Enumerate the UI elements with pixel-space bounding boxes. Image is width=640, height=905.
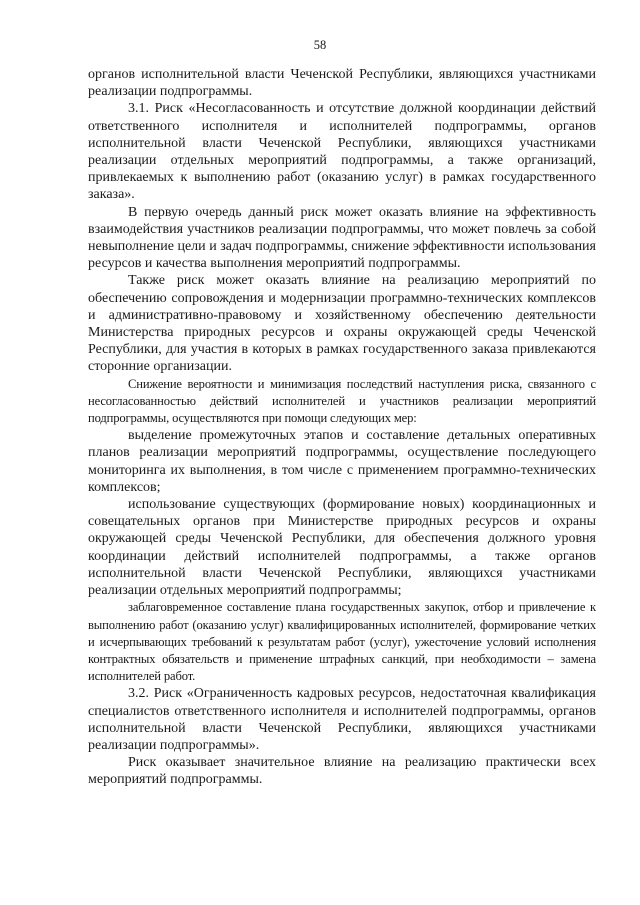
list-item-measure-1: выделение промежуточных этапов и составление детальных оперативных планов реализации мероприятий подпрограммы, осуществление последующего мониторинга их выполнения, в том числе с применением программно-технических комплексов; [88, 428, 596, 495]
paragraph-risk-3-2-impact: Риск оказывает значительное влияние на реализацию практически всех мероприятий подпрограммы. [88, 755, 596, 788]
list-item-measure-2: использование существующих (формирование новых) координационных и совещательных органов при Министерстве природных ресурсов и охраны окружающей среды Чеченской Республики, для обеспечения должного уровня координации действий исполнителей подпрограммы, а также органов исполнительной власти Чеченской Республики, являющихся участниками реализации отдельных мероприятий подпрограммы; [88, 497, 596, 599]
list-item-measure-3: заблаговременное составление плана государственных закупок, отбор и привлечение к выполнению работ (оказанию услуг) квалифицированных исполнителей, формирование четких и исчерпывающих требований к результатам работ (услуг), ужесточение условий исполнения контрактных обязательств и применение штрафных санкций, при необходимости – замена исполнителей работ. [88, 600, 596, 684]
paragraph-risk-3-1: 3.1. Риск «Несогласованность и отсутствие должной координации действий ответственного исполнителя и исполнителей подпрограммы, органов исполнительной власти Чеченской Республики, являющихся участниками реализации отдельных мероприятий подпрограммы, а также организаций, привлекаемых к выполнению работ (оказанию услуг) в рамках государственного заказа». [88, 101, 596, 203]
paragraph-risk-influence: Также риск может оказать влияние на реализацию мероприятий по обеспечению сопровождения и модернизации программно-технических комплексов и административно-правовому и хозяйственному обеспечению деятельности Министерства природных ресурсов и охраны окружающей среды Чеченской Республики, для участия в которых в рамках государственного заказа привлекаются сторонние организации. [88, 273, 596, 375]
paragraph-mitigation-intro: Снижение вероятности и минимизация последствий наступления риска, связанного с несогласованностью действий исполнителей и участников реализации мероприятий подпрограммы, осуществляются при помощи следующих мер: [88, 376, 596, 426]
paragraph-continuation: органов исполнительной власти Чеченской Республики, являющихся участниками реализации подпрограммы. [88, 67, 596, 100]
document-body [88, 66, 596, 789]
page-number: 58 [313, 38, 327, 52]
paragraph-risk-impact: В первую очередь данный риск может оказать влияние на эффективность взаимодействия участников реализации подпрограммы, что может повлечь за собой невыполнение цели и задач подпрограммы, снижение эффективности использования ресурсов и качества выполнения мероприятий подпрограммы. [88, 204, 596, 272]
paragraph-risk-3-2: 3.2. Риск «Ограниченность кадровых ресурсов, недостаточная квалификация специалистов ответственного исполнителя и исполнителей подпрограммы, органов исполнительной власти Чеченской Республики, являющихся участниками реализации подпрограммы». [88, 686, 596, 753]
